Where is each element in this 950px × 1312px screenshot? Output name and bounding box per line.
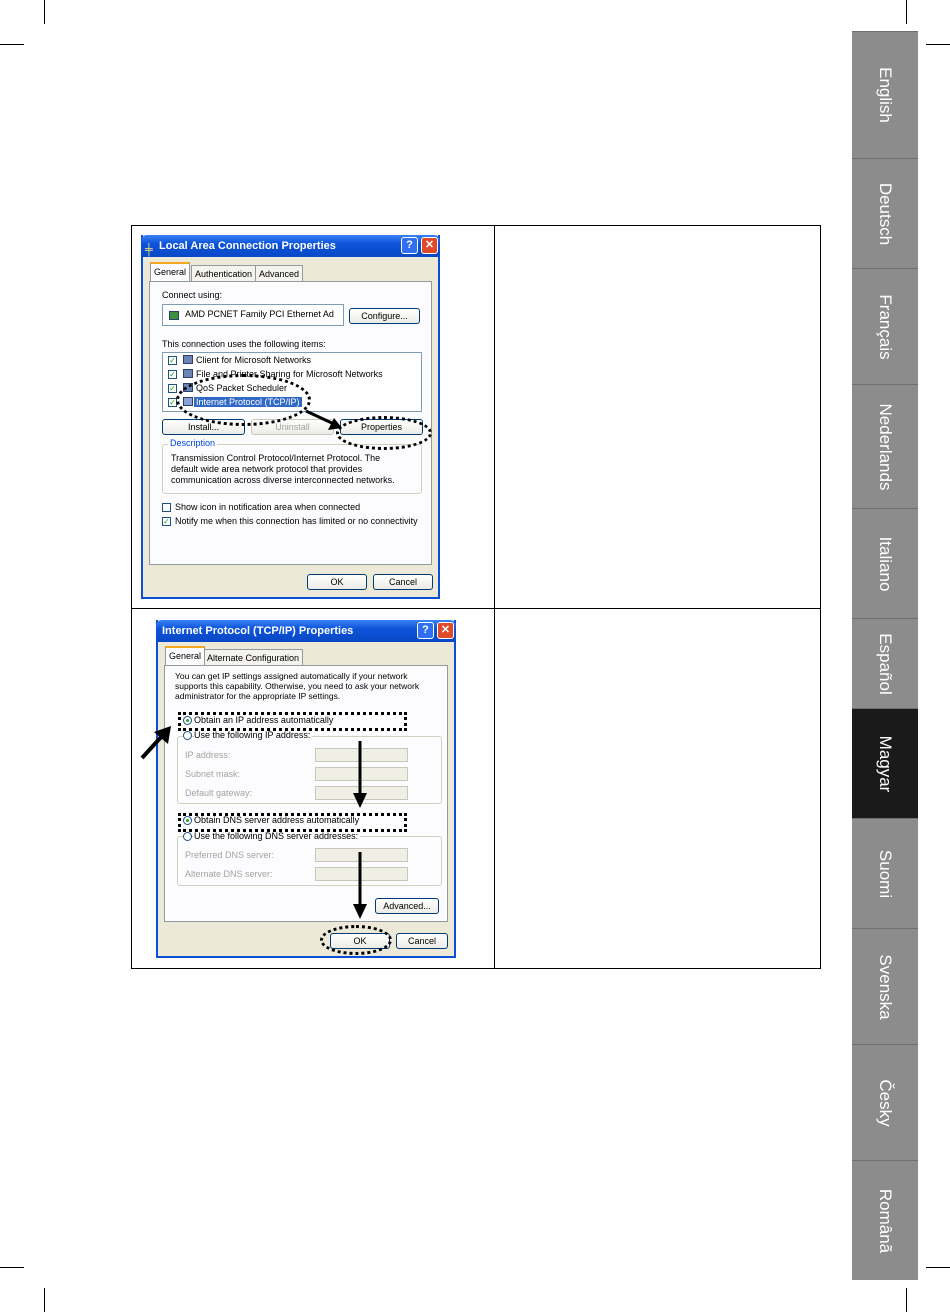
description-label: Description: [170, 438, 216, 448]
crop-mark: [926, 1267, 950, 1268]
highlight-oval: [176, 374, 311, 426]
lang-tab-cesky[interactable]: [852, 1044, 918, 1160]
description-group: [162, 438, 422, 494]
dialog-titlebar: [156, 620, 456, 642]
item-checkbox[interactable]: ✓: [169, 398, 176, 407]
lang-tab-svenska[interactable]: [852, 928, 918, 1044]
close-button[interactable]: ✕: [437, 622, 454, 639]
lang-tab-magyar[interactable]: [852, 708, 918, 818]
item-checkbox[interactable]: ✓: [169, 384, 176, 393]
arrow-icon: [138, 722, 174, 762]
configure-button[interactable]: Configure...: [349, 308, 420, 324]
lang-tab-suomi[interactable]: [852, 818, 918, 928]
help-button[interactable]: ?: [401, 237, 418, 254]
advanced-button[interactable]: Advanced...: [375, 898, 439, 914]
lang-label: Español: [876, 632, 895, 695]
adapter-field: [162, 304, 344, 326]
intro-text: You can get IP settings assigned automatically if your network supports this capability. Otherwise, you need to ask your network administrator for the appropriate IP settings.: [175, 671, 420, 701]
install-button[interactable]: Install...: [162, 419, 245, 435]
use-ip-radio[interactable]: [183, 731, 192, 740]
highlight-oval: [336, 416, 432, 450]
adapter-name: AMD PCNET Family PCI Ethernet Ad: [185, 309, 334, 319]
lang-tab-english[interactable]: [852, 31, 918, 158]
tab-general[interactable]: General: [150, 262, 190, 281]
highlight-oval: [320, 925, 392, 955]
show-icon-checkbox[interactable]: [162, 503, 171, 512]
list-item[interactable]: QoS Packet Scheduler: [196, 383, 288, 393]
sharing-icon: [183, 369, 193, 378]
lang-tab-espanol[interactable]: [852, 618, 918, 708]
dialog-title: Local Area Connection Properties: [159, 240, 336, 252]
crop-mark: [906, 0, 907, 24]
show-icon-label: Show icon in notification area when connected: [175, 502, 361, 512]
alternate-dns-label: Alternate DNS server:: [185, 869, 273, 879]
list-item[interactable]: Client for Microsoft Networks: [196, 355, 312, 365]
lang-label: Magyar: [876, 735, 895, 792]
crop-mark: [0, 1267, 24, 1268]
lang-label: Nederlands: [876, 403, 895, 490]
table-divider: [132, 608, 820, 609]
close-button[interactable]: ✕: [421, 237, 438, 254]
subnet-mask-label: Subnet mask:: [185, 769, 241, 779]
highlight-box: [178, 813, 407, 832]
notify-checkbox[interactable]: ✓: [163, 517, 170, 526]
lang-tab-deutsch[interactable]: [852, 158, 918, 268]
ok-button[interactable]: OK: [330, 933, 390, 949]
dialog-title: Internet Protocol (TCP/IP) Properties: [162, 625, 354, 637]
lang-tab-romana[interactable]: [852, 1160, 918, 1280]
obtain-ip-label: Obtain an IP address automatically: [194, 715, 334, 725]
use-dns-label: Use the following DNS server addresses:: [194, 831, 359, 841]
crop-mark: [44, 1288, 45, 1312]
client-icon: [183, 355, 193, 364]
ip-address-label: IP address:: [185, 750, 231, 760]
crop-mark: [906, 1288, 907, 1312]
use-dns-radio[interactable]: [183, 832, 192, 841]
lang-label: Česky: [876, 1078, 895, 1127]
connect-using-label: Connect using:: [162, 290, 223, 300]
description-text: Transmission Control Protocol/Internet Protocol. The default wide area network protocol that provides communication across diverse interconnected networks.: [171, 453, 395, 485]
item-checkbox[interactable]: ✓: [169, 370, 176, 379]
highlight-box: [178, 712, 407, 731]
instruction-table: [131, 225, 821, 969]
arrow-icon: [352, 741, 368, 809]
network-icon: ╪: [145, 244, 153, 256]
tcpip-properties-dialog: [156, 620, 456, 958]
lang-label: Svenska: [876, 953, 895, 1020]
lang-label: Deutsch: [876, 182, 895, 245]
tab-advanced[interactable]: Advanced: [255, 265, 303, 282]
tab-authentication[interactable]: Authentication: [191, 265, 256, 282]
crop-mark: [0, 44, 24, 45]
lang-label: Suomi: [876, 849, 895, 898]
notify-label: Notify me when this connection has limited or no connectivity: [175, 516, 418, 526]
crop-mark: [44, 0, 45, 24]
items-label: This connection uses the following items:: [162, 339, 326, 349]
lang-label: Românã: [876, 1188, 895, 1253]
obtain-dns-label: Obtain DNS server address automatically: [194, 815, 360, 825]
tab-alternate-configuration[interactable]: Alternate Configuration: [203, 649, 303, 666]
ok-button[interactable]: OK: [307, 574, 367, 590]
dialog-titlebar: [141, 235, 440, 257]
crop-mark: [926, 44, 950, 45]
table-divider: [494, 226, 495, 968]
list-item[interactable]: File and Printer Sharing for Microsoft Networks: [196, 369, 383, 379]
arrow-icon: [352, 852, 368, 920]
item-checkbox[interactable]: ✓: [169, 356, 176, 365]
cancel-button[interactable]: Cancel: [396, 933, 448, 949]
lang-label: Français: [876, 293, 895, 360]
adapter-icon: [169, 311, 179, 320]
tab-panel: [164, 665, 448, 922]
language-sidebar: [852, 31, 918, 1280]
list-item-selected[interactable]: Internet Protocol (TCP/IP): [196, 397, 300, 407]
help-button[interactable]: ?: [417, 622, 434, 639]
cancel-button[interactable]: Cancel: [373, 574, 433, 590]
default-gateway-label: Default gateway:: [185, 788, 253, 798]
preferred-dns-label: Preferred DNS server:: [185, 850, 275, 860]
properties-button[interactable]: Properties: [340, 419, 423, 435]
lang-tab-nederlands[interactable]: [852, 384, 918, 508]
arrow-icon: [304, 408, 344, 432]
tab-general[interactable]: General: [165, 646, 205, 665]
uninstall-button[interactable]: Uninstall: [251, 419, 334, 435]
lang-tab-francais[interactable]: [852, 268, 918, 384]
lang-label: Italiano: [876, 536, 895, 591]
lang-tab-italiano[interactable]: [852, 508, 918, 618]
lang-label: English: [876, 67, 895, 123]
use-ip-label: Use the following IP address:: [194, 730, 311, 740]
